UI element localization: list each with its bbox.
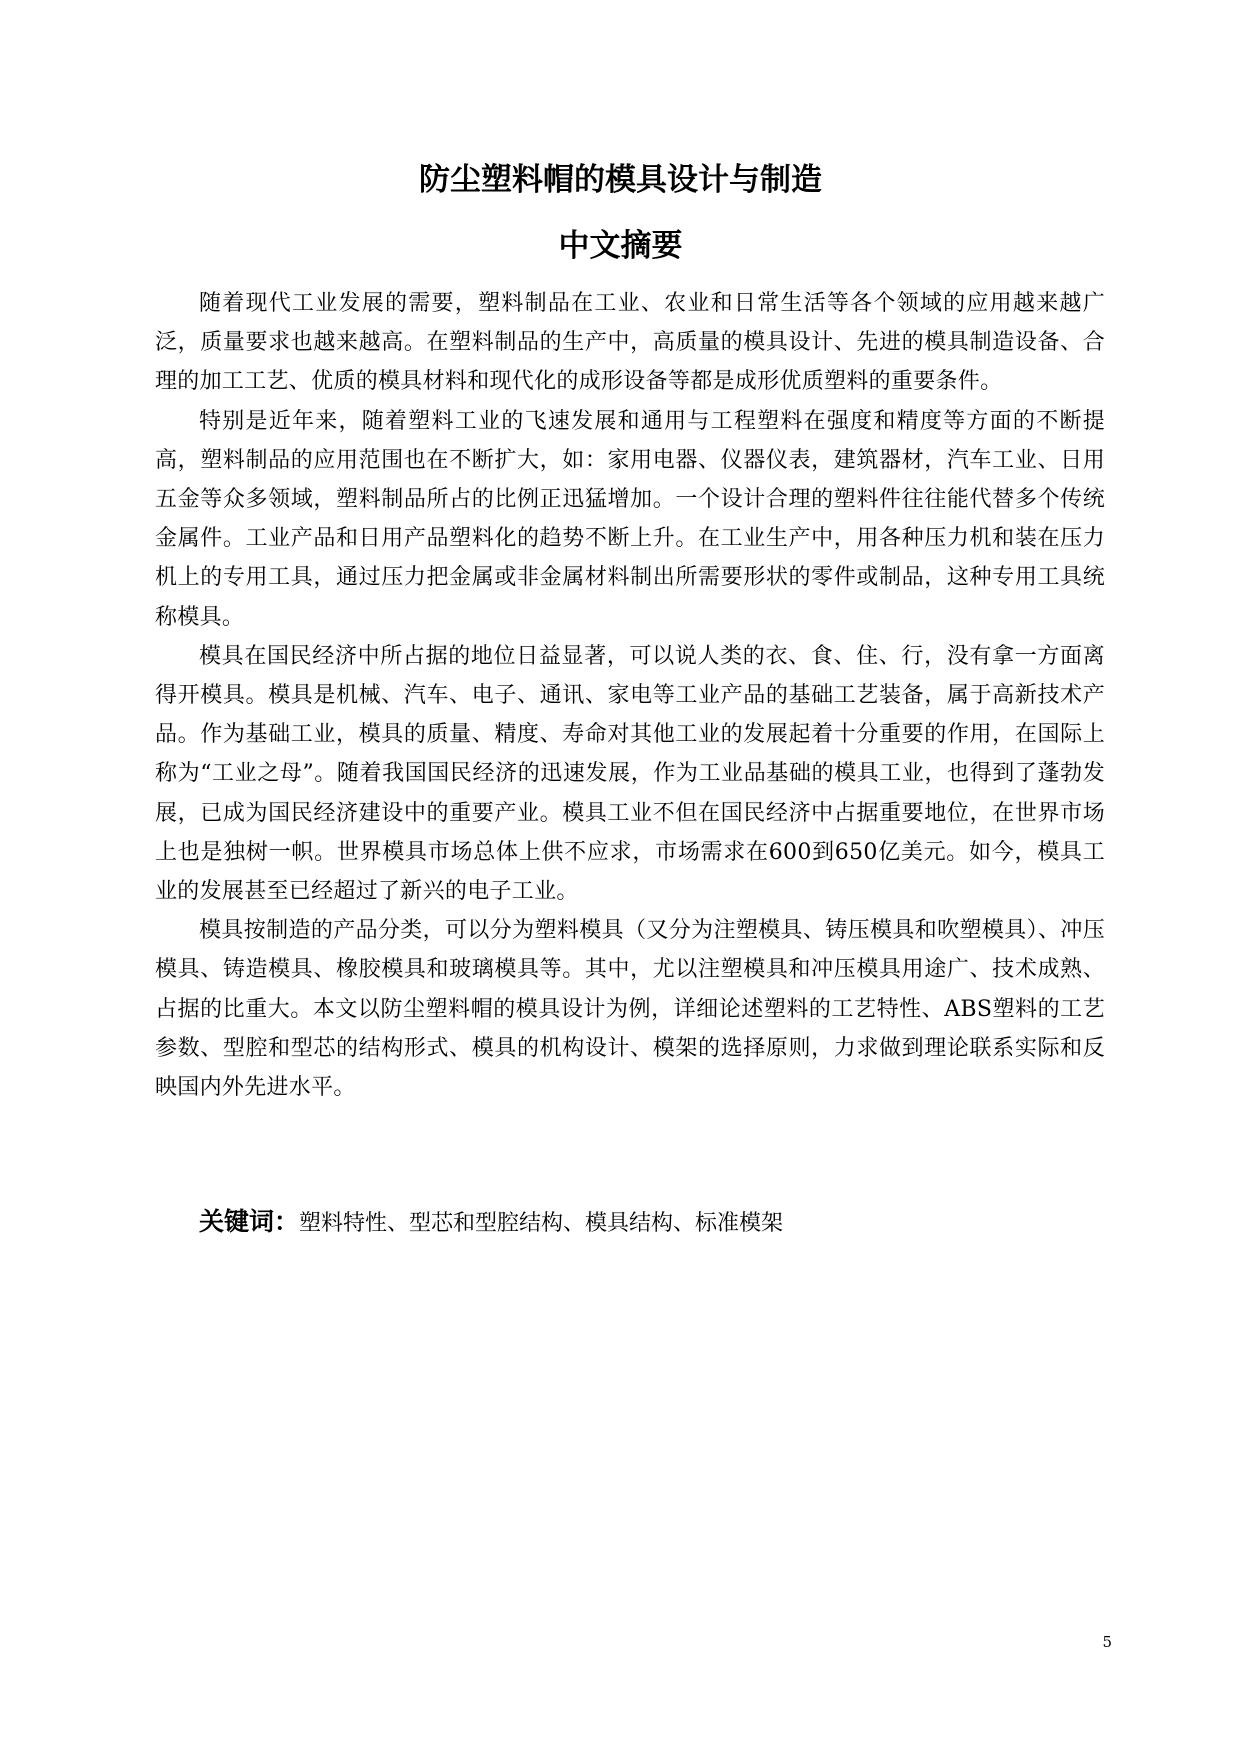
- abstract-paragraph-3: 模具在国民经济中所占据的地位日益显著，可以说人类的衣、食、住、行，没有拿一方面离得开模具。模具是机械、汽车、电子、通讯、家电等工业产品的基础工艺装备，属于高新技术产品。作为基础工业，模具的质量、精度、寿命对其他工业的发展起着十分重要的作用，在国际上称为“工业之母”。随着我国国民经济的迅速发展，作为工业品基础的模具工业，也得到了蓬勃发展，已成为国民经济建设中的重要产业。模具工业不但在国民经济中占据重要地位，在世界市场上也是独树一帜。世界模具市场总体上供不应求，市场需求在600到650亿美元。如今，模具工业的发展甚至已经超过了新兴的电子工业。: [155, 643, 1105, 905]
- abstract-paragraph-1: 随着现代工业发展的需要，塑料制品在工业、农业和日常生活等各个领域的应用越来越广泛，质量要求也越来越高。在塑料制品的生产中，高质量的模具设计、先进的模具制造设备、合理的加工工艺、优质的模具材料和现代化的成形设备等都是成形优质塑料的重要条件。: [155, 291, 1105, 395]
- keywords-text: 塑料特性、型芯和型腔结构、模具结构、标准模架: [299, 1211, 784, 1236]
- abstract-paragraph-2: 特别是近年来，随着塑料工业的飞速发展和通用与工程塑料在强度和精度等方面的不断提高，塑料制品的应用范围也在不断扩大，如：家用电器、仪器仪表，建筑器材，汽车工业、日用五金等众多领域，塑料制品所占的比例正迅猛增加。一个设计合理的塑料件往往能代替多个传统金属件。工业产品和日用产品塑料化的趋势不断上升。在工业生产中，用各种压力机和装在压力机上的专用工具，通过压力把金属或非金属材料制出所需要形状的零件或制品，这种专用工具统称模具。: [155, 408, 1105, 630]
- abstract-paragraph-4: 模具按制造的产品分类，可以分为塑料模具（又分为注塑模具、铸压模具和吹塑模具）、冲压模具、铸造模具、橡胶模具和玻璃模具等。其中，尤以注塑模具和冲压模具用途广、技术成熟、占据的比重大。本文以防尘塑料帽的模具设计为例，详细论述塑料的工艺特性、ABS塑料的工艺参数、型腔和型芯的结构形式、模具的机构设计、模架的选择原则，力求做到理论联系实际和反映国内外先进水平。: [155, 918, 1105, 1101]
- abstract-body: [155, 284, 1105, 1107]
- keywords-line: [199, 1202, 1105, 1244]
- abstract-heading: 中文摘要: [558, 228, 683, 264]
- document-title: 防尘塑料帽的模具设计与制造: [419, 162, 822, 198]
- keywords-label: 关键词：: [199, 1207, 300, 1236]
- page-number: 5: [1102, 1633, 1112, 1651]
